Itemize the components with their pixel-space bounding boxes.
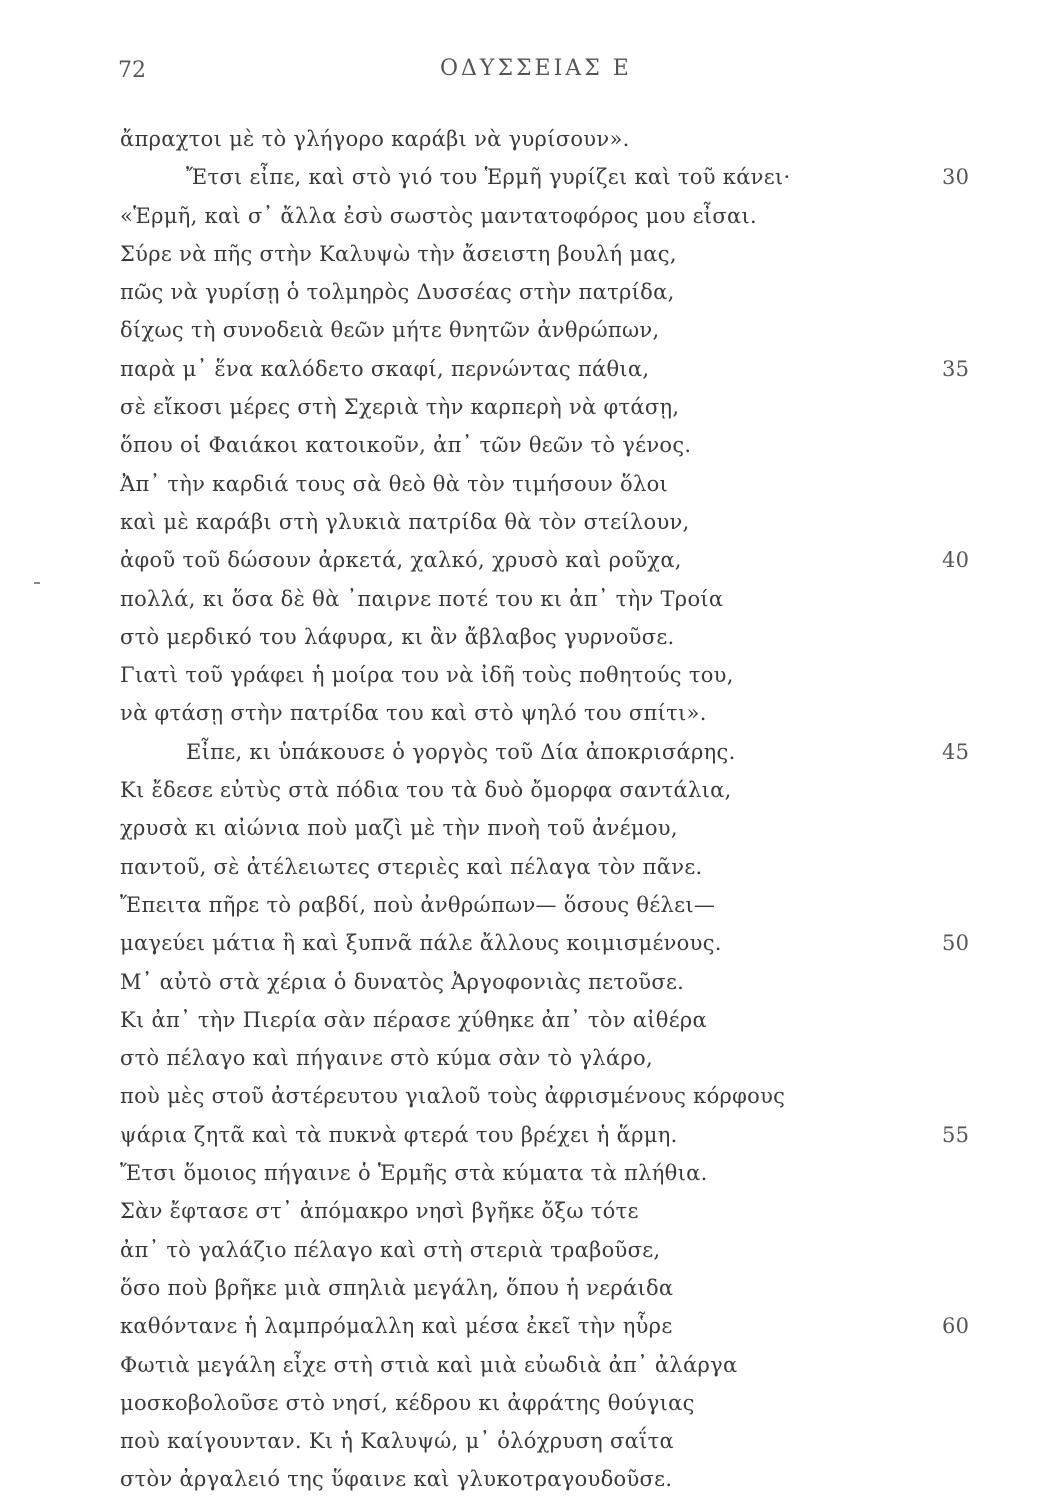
verse-text: ὅσο ποὺ βρῆκε μιὰ σπηλιὰ μεγάλη, ὅπου ἡ νεράιδα [120,1275,674,1300]
verse-text: σὲ εἴκοσι μέρες στὴ Σχεριὰ τὴν καρπερὴ νὰ φτάσῃ, [120,395,680,420]
verse-line [120,1001,980,1039]
verse-line [120,311,980,349]
verse-text: νὰ φτάσῃ στὴν πατρίδα του καὶ στὸ ψηλό του σπίτι». [120,701,707,726]
verse-text: δίχως τὴ συνοδειὰ θεῶν μήτε θνητῶν ἀνθρώπων, [120,318,660,343]
verse-line [120,503,980,541]
verse-text: Κι ἀπ᾽ τὴν Πιερία σὰν πέρασε χύθηκε ἀπ᾽ τὸν αἰθέρα [120,1007,708,1032]
poem-text [120,120,980,1499]
verse-text: παρὰ μ᾽ ἕνα καλόδετο σκαφί, περνώντας πάθια, [120,356,650,381]
verse-text: καὶ μὲ καράβι στὴ γλυκιὰ πατρίδα θὰ τὸν στείλουν, [120,509,690,534]
running-head: ΟΔΥΣΣΕΙΑΣ Ε [440,56,632,81]
verse-text: Ἀπ᾽ τὴν καρδιά τους σὰ θεὸ θὰ τὸν τιμήσουν ὅλοι [120,471,669,496]
line-number: 60 [942,1314,970,1339]
verse-line [120,1384,980,1422]
verse-text: στὸ μερδικό του λάφυρα, κι ἂν ἄβλαβος γυρνοῦσε. [120,624,675,649]
verse-text: στὸν ἀργαλειό της ὕφαινε καὶ γλυκοτραγουδοῦσε. [120,1467,673,1492]
verse-line [120,963,980,1001]
verse-line [120,350,980,388]
verse-line [120,656,980,694]
verse-text: Κι ἔδεσε εὐτὺς στὰ πόδια του τὰ δυὸ ὄμορφα σαντάλια, [120,778,732,803]
verse-line [120,886,980,924]
verse-text: πολλά, κι ὅσα δὲ θὰ ᾽παιρνε ποτέ του κι ἀπ᾽ τὴν Τροία [120,586,724,611]
verse-line [120,541,980,579]
verse-text: Μ᾽ αὐτὸ στὰ χέρια ὁ δυνατὸς Ἀργοφονιὰς πετοῦσε. [120,969,685,994]
verse-text: Ἔτσι εἶπε, καὶ στὸ γιό του Ἑρμῆ γυρίζει καὶ τοῦ κάνει· [186,165,791,190]
verse-line [120,771,980,809]
verse-line [120,580,980,618]
verse-line [120,426,980,464]
verse-line [120,1422,980,1460]
verse-text: πῶς νὰ γυρίσῃ ὁ τολμηρὸς Δυσσέας στὴν πατρίδα, [120,280,675,305]
line-number: 30 [942,165,970,190]
margin-mark [34,582,40,584]
verse-line [120,197,980,235]
verse-text: Εἶπε, κι ὑπάκουσε ὁ γοργὸς τοῦ Δία ἀποκρισάρης. [186,739,736,764]
verse-text: μοσκοβολοῦσε στὸ νησί, κέδρου κι ἀφράτης θούγιας [120,1390,695,1415]
verse-line [120,1077,980,1115]
verse-line [120,235,980,273]
verse-line [120,1346,980,1384]
line-number: 50 [942,931,970,956]
verse-text: ποὺ καίγουνταν. Κι ἡ Καλυψώ, μ᾽ ὁλόχρυση σαΐτα [120,1429,675,1454]
verse-line [120,465,980,503]
verse-text: ἄπραχτοι μὲ τὸ γλήγορο καράβι νὰ γυρίσουν». [120,127,630,151]
verse-line [120,388,980,426]
verse-line [120,1460,980,1498]
verse-line [120,924,980,962]
verse-line [120,848,980,886]
line-number: 40 [942,548,970,573]
verse-line [120,1307,980,1345]
verse-line [120,1231,980,1269]
verse-line [120,120,980,158]
verse-text: παντοῦ, σὲ ἀτέλειωτες στεριὲς καὶ πέλαγα τὸν πᾶνε. [120,854,703,879]
verse-line [120,1154,980,1192]
verse-text: μαγεύει μάτια ἢ καὶ ξυπνᾶ πάλε ἄλλους κοιμισμένους. [120,931,722,956]
verse-text: χρυσὰ κι αἰώνια ποὺ μαζὶ μὲ τὴν πνοὴ τοῦ ἀνέμου, [120,816,678,841]
line-number: 35 [942,356,970,381]
page-number: 72 [118,58,146,83]
verse-line [120,1269,980,1307]
verse-line [120,694,980,732]
verse-text: ψάρια ζητᾶ καὶ τὰ πυκνὰ φτερά του βρέχει ἡ ἅρμη. [120,1122,678,1147]
verse-text: Σύρε νὰ πῆς στὴν Καλυψὼ τὴν ἄσειστη βουλή μας, [120,241,677,266]
verse-line [120,809,980,847]
line-number: 55 [942,1122,970,1147]
verse-text: Φωτιὰ μεγάλη εἶχε στὴ στιὰ καὶ μιὰ εὐωδιὰ ἀπ᾽ ἀλάργα [120,1352,738,1377]
verse-text: ποὺ μὲς στοῦ ἀστέρευτου γιαλοῦ τοὺς ἀφρισμένους κόρφους [120,1084,786,1109]
verse-line [120,273,980,311]
line-number: 45 [942,739,970,764]
verse-text: στὸ πέλαγο καὶ πήγαινε στὸ κύμα σὰν τὸ γλάρο, [120,1046,653,1071]
verse-line [120,1192,980,1230]
verse-text: Ἔτσι ὅμοιος πήγαινε ὁ Ἑρμῆς στὰ κύματα τὰ πλήθια. [120,1161,708,1186]
verse-text: ἀφοῦ τοῦ δώσουν ἀρκετά, χαλκό, χρυσὸ καὶ ροῦχα, [120,548,682,573]
verse-text: Γιατὶ τοῦ γράφει ἡ μοίρα του νὰ ἰδῆ τοὺς ποθητούς του, [120,663,734,688]
verse-text: Ἔπειτα πῆρε τὸ ραβδί, ποὺ ἀνθρώπων— ὅσους θέλει— [120,892,716,917]
verse-line [120,618,980,656]
verse-text: ὅπου οἱ Φαιάκοι κατοικοῦν, ἀπ᾽ τῶν θεῶν τὸ γένος. [120,433,692,458]
verse-text: ἀπ᾽ τὸ γαλάζιο πέλαγο καὶ στὴ στεριὰ τραβοῦσε, [120,1237,661,1262]
verse-line [120,1039,980,1077]
verse-text: καθόντανε ἡ λαμπρόμαλλη καὶ μέσα ἐκεῖ τὴν ηὗρε [120,1314,673,1339]
verse-text: «Ἑρμῆ, καὶ σ᾽ ἄλλα ἐσὺ σωστὸς μαντατοφόρος μου εἶσαι. [120,203,757,228]
verse-line [120,733,980,771]
verse-line [120,158,980,196]
verse-line [120,1116,980,1154]
verse-text: Σὰν ἔφτασε στ᾽ ἀπόμακρο νησὶ βγῆκε ὄξω τότε [120,1199,639,1224]
